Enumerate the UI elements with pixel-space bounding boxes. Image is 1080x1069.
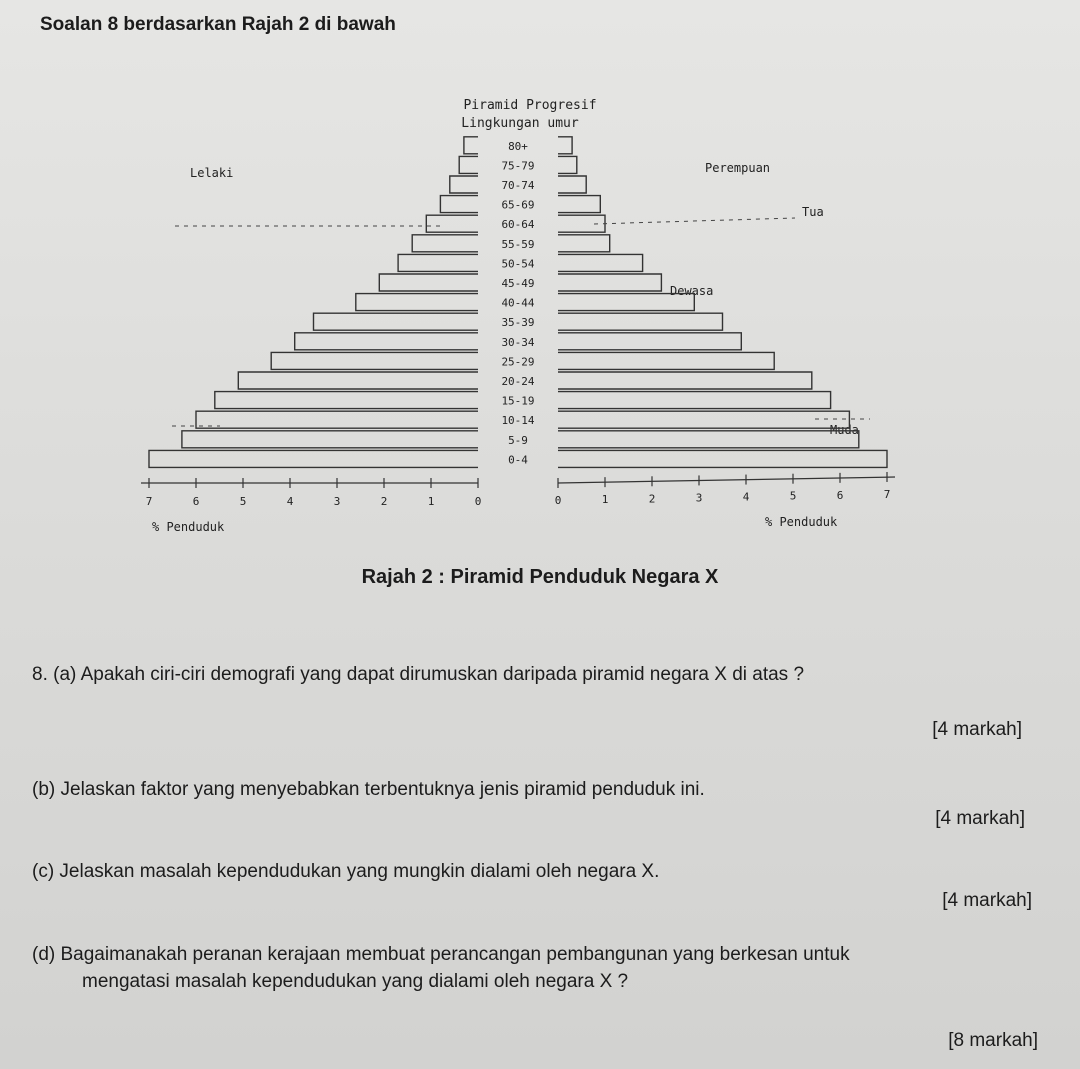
bar-male-40-44 bbox=[356, 294, 478, 311]
category-label-40-44: 40-44 bbox=[501, 296, 535, 310]
category-label-35-39: 35-39 bbox=[501, 316, 535, 330]
bar-female-20-24 bbox=[558, 372, 812, 389]
tick-label-left-0: 0 bbox=[474, 495, 482, 508]
bar-female-10-14 bbox=[558, 411, 849, 428]
bar-female-45-49 bbox=[558, 274, 661, 291]
category-label-50-54: 50-54 bbox=[501, 257, 535, 271]
annotation-dewasa: Dewasa bbox=[670, 284, 714, 298]
question-b: (b) Jelaskan faktor yang menyebabkan terbentuknya jenis piramid penduduk ini. bbox=[32, 779, 705, 800]
bar-male-50-54 bbox=[398, 254, 478, 271]
bar-male-35-39 bbox=[314, 313, 479, 330]
population-pyramid-chart bbox=[0, 85, 1080, 550]
bar-female-15-19 bbox=[558, 392, 831, 409]
tick-label-left-4: 4 bbox=[286, 495, 294, 508]
bar-female-25-29 bbox=[558, 352, 774, 369]
bar-male-30-34 bbox=[295, 333, 478, 350]
bar-female-35-39 bbox=[558, 313, 723, 330]
intro-text: Soalan 8 berdasarkan Rajah 2 di bawah bbox=[40, 14, 396, 35]
bar-female-5-9 bbox=[558, 431, 859, 448]
category-label-10-14: 10-14 bbox=[501, 414, 535, 428]
male-label: Lelaki bbox=[190, 166, 234, 180]
marks-c: [4 markah] bbox=[942, 890, 1032, 911]
bar-male-55-59 bbox=[412, 235, 478, 252]
category-label-65-69: 65-69 bbox=[501, 198, 535, 212]
female-label: Perempuan bbox=[705, 161, 771, 175]
category-label-80+: 80+ bbox=[508, 139, 528, 153]
tick-label-right-4: 4 bbox=[742, 490, 750, 504]
category-label-30-34: 30-34 bbox=[501, 335, 535, 349]
bar-male-45-49 bbox=[379, 274, 478, 291]
bar-female-80+ bbox=[558, 137, 572, 154]
bar-male-60-64 bbox=[426, 215, 478, 232]
question-d-line2: mengatasi masalah kependudukan yang dialami oleh negara X ? bbox=[82, 971, 629, 992]
tick-label-left-6: 6 bbox=[192, 495, 200, 508]
tick-label-right-7: 7 bbox=[883, 487, 891, 501]
bar-male-20-24 bbox=[238, 372, 478, 389]
bar-male-15-19 bbox=[215, 392, 478, 409]
tick-label-left-3: 3 bbox=[333, 495, 341, 508]
bar-female-0-4 bbox=[558, 450, 887, 467]
bar-male-65-69 bbox=[440, 196, 478, 213]
marks-b: [4 markah] bbox=[935, 808, 1025, 829]
tick-label-left-5: 5 bbox=[239, 495, 247, 508]
bar-male-10-14 bbox=[196, 411, 478, 428]
tick-label-left-7: 7 bbox=[145, 495, 153, 508]
bar-male-75-79 bbox=[459, 156, 478, 173]
bar-female-30-34 bbox=[558, 333, 741, 350]
bar-female-70-74 bbox=[558, 176, 586, 193]
question-a: 8. (a) Apakah ciri-ciri demografi yang dapat dirumuskan daripada piramid negara X di atas ? bbox=[32, 664, 805, 685]
question-c: (c) Jelaskan masalah kependudukan yang mungkin dialami oleh negara X. bbox=[32, 861, 660, 882]
question-d-line1: (d) Bagaimanakah peranan kerajaan membuat perancangan pembangunan yang berkesan untuk bbox=[32, 944, 850, 965]
tick-label-right-1: 1 bbox=[601, 493, 609, 507]
category-label-5-9: 5-9 bbox=[508, 433, 528, 447]
bar-male-0-4 bbox=[149, 450, 478, 467]
category-label-20-24: 20-24 bbox=[501, 375, 535, 388]
category-label-0-4: 0-4 bbox=[508, 453, 528, 467]
category-label-15-19: 15-19 bbox=[501, 394, 535, 408]
figure-caption: Rajah 2 : Piramid Penduduk Negara X bbox=[361, 566, 719, 588]
divider-old-right bbox=[594, 218, 795, 224]
bar-female-50-54 bbox=[558, 254, 643, 271]
tick-label-right-3: 3 bbox=[695, 491, 703, 505]
annotation-muda: Muda bbox=[830, 423, 859, 437]
tick-label-left-1: 1 bbox=[427, 495, 435, 508]
category-label-45-49: 45-49 bbox=[501, 277, 535, 290]
bar-male-80+ bbox=[464, 137, 478, 154]
bar-female-75-79 bbox=[558, 156, 577, 173]
category-label-25-29: 25-29 bbox=[501, 355, 535, 369]
bar-male-70-74 bbox=[450, 176, 478, 193]
bar-male-25-29 bbox=[271, 352, 478, 369]
tick-label-left-2: 2 bbox=[380, 495, 388, 508]
category-label-75-79: 75-79 bbox=[501, 159, 535, 173]
x-axis-label-right: % Penduduk bbox=[765, 515, 838, 529]
x-axis-right bbox=[558, 477, 895, 483]
tick-label-right-6: 6 bbox=[836, 488, 844, 502]
annotation-tua: Tua bbox=[802, 205, 824, 219]
category-label-55-59: 55-59 bbox=[501, 237, 535, 251]
bar-female-65-69 bbox=[558, 196, 600, 213]
chart-title: Piramid Progresif bbox=[463, 98, 597, 113]
category-label-60-64: 60-64 bbox=[501, 218, 535, 232]
tick-label-right-5: 5 bbox=[789, 489, 797, 503]
tick-label-right-2: 2 bbox=[648, 492, 656, 506]
marks-a: [4 markah] bbox=[932, 719, 1022, 740]
category-label-70-74: 70-74 bbox=[501, 179, 535, 192]
x-axis-label-left: % Penduduk bbox=[152, 520, 225, 534]
tick-label-right-0: 0 bbox=[554, 494, 562, 507]
bar-female-55-59 bbox=[558, 235, 610, 252]
bar-male-5-9 bbox=[182, 431, 478, 448]
marks-d: [8 markah] bbox=[948, 1030, 1038, 1051]
chart-subtitle: Lingkungan umur bbox=[461, 116, 579, 131]
